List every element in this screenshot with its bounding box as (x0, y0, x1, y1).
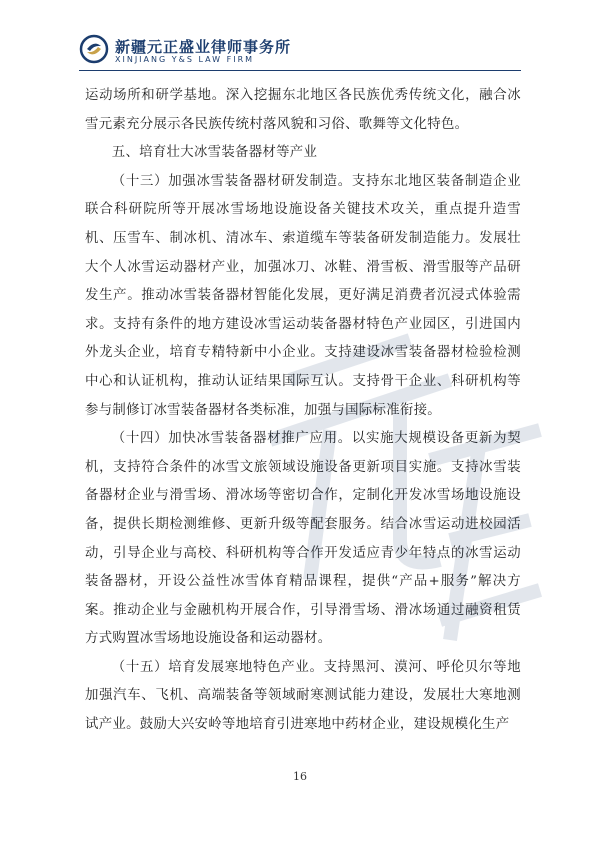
paragraph: （十三）加强冰雪装备器材研发制造。支持东北地区装备制造企业联合科研院所等开展冰雪场地设施设备关键技术攻关，重点提升造雪机、压雪车、制冰机、清冰车、索道缆车等装备研发制造能力。发展壮大个人冰雪运动器材产业，加强冰刀、冰鞋、滑雪板、滑雪服等产品研发生产。推动冰雪装备器材智能化发展，更好满足消费者沉浸式体验需求。支持有条件的地方建设冰雪运动装备器材特色产业园区，引进国内外龙头企业，培育专精特新中小企业。支持建设冰雪装备器材检验检测中心和认证机构，推动认证结果国际互认。支持骨干企业、科研机构等参与制修订冰雪装备器材各类标准，加强与国际标准衔接。 (85, 173, 521, 418)
paragraph: （十四）加快冰雪装备器材推广应用。以实施大规模设备更新为契机，支持符合条件的冰雪文旅领域设施设备更新项目实施。支持冰雪装备器材企业与滑雪场、滑冰场等密切合作，定制化开发冰雪场地设施设备，提供长期检测维修、更新升级等配套服务。结合冰雪运动进校园活动，引导企业与高校、科研机构等合作开发适应青少年特点的冰雪运动装备器材，开设公益性冰雪体育精品课程，提供“产品+服务”解决方案。推动企业与金融机构开展合作，引导滑雪场、滑冰场通过融资租赁方式购置冰雪场地设施设备和运动器材。 (85, 431, 521, 647)
firm-logo-icon (79, 34, 109, 64)
paragraph: 运动场所和研学基地。深入挖掘东北地区各民族优秀传统文化，融合冰雪元素充分展示各民族传统村落风貌和习俗、歌舞等文化特色。 (85, 88, 521, 132)
firm-name-english: XINJIANG Y&S LAW FIRM (115, 55, 255, 64)
page-number: 16 (293, 770, 307, 783)
document-body (85, 82, 521, 740)
header-divider (79, 70, 521, 71)
firm-name: 新疆元正盛业律师事务所 (115, 38, 292, 56)
paragraph: （十五）培育发展寒地特色产业。支持黑河、漠河、呼伦贝尔等地加强汽车、飞机、高端装备等领域耐寒测试能力建设，发展壮大寒地测试产业。鼓励大兴安岭等地培育引进寒地中药材企业，建设规模化生产 (85, 659, 521, 733)
section-heading: 五、培育壮大冰雪装备器材等产业 (111, 145, 318, 161)
document-header (79, 34, 539, 70)
